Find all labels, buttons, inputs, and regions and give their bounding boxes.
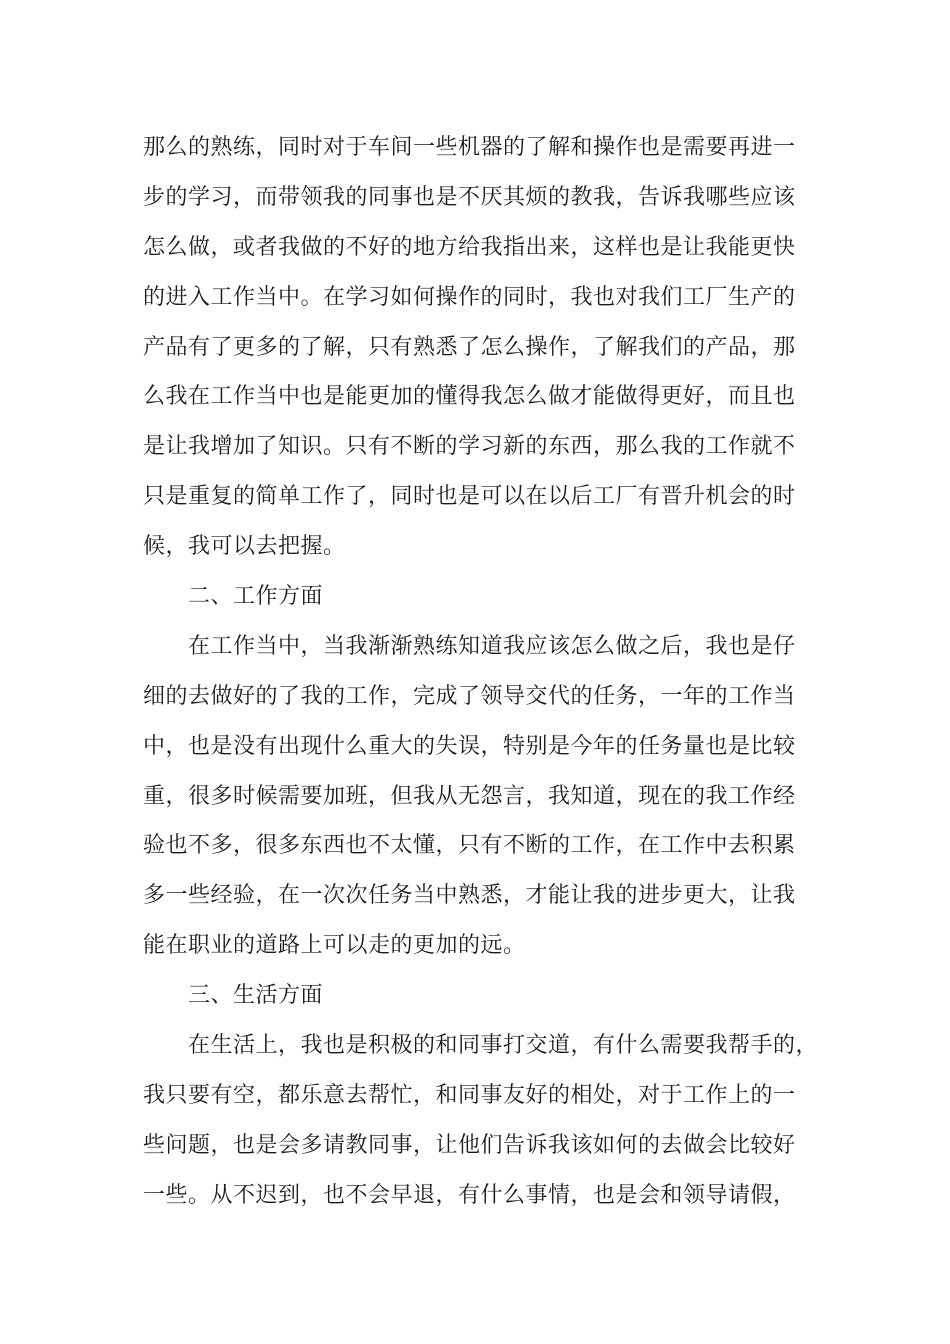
text-line: 是让我增加了知识。只有不断的学习新的东西，那么我的工作就不	[143, 434, 796, 460]
text-line: 么我在工作当中也是能更加的懂得我怎么做才能做得更好，而且也	[143, 384, 796, 410]
section-heading: 三、生活方面	[188, 983, 324, 1009]
text-line: 细的去做好的了我的工作，完成了领导交代的任务，一年的工作当	[143, 683, 796, 709]
paragraph-first-line: 在工作当中，当我渐渐熟练知道我应该怎么做之后，我也是仔	[188, 633, 796, 659]
document-body	[143, 123, 817, 1221]
text-line: 步的学习，而带领我的同事也是不厌其烦的教我，告诉我哪些应该	[143, 184, 796, 210]
text-line: 产品有了更多的了解，只有熟悉了怎么操作，了解我们的产品，那	[143, 334, 796, 360]
text-line: 中，也是没有出现什么重大的失误，特别是今年的任务量也是比较	[143, 733, 796, 759]
text-line: 一些。从不迟到，也不会早退，有什么事情，也是会和领导请假，	[143, 1182, 796, 1208]
paragraph-first-line: 在生活上，我也是积极的和同事打交道，有什么需要我帮手的，	[188, 1033, 819, 1059]
text-line: 验也不多，很多东西也不太懂，只有不断的工作，在工作中去积累	[143, 833, 796, 859]
text-line: 候，我可以去把握。	[143, 534, 346, 560]
text-line: 怎么做，或者我做的不好的地方给我指出来，这样也是让我能更快	[143, 234, 796, 260]
text-line: 能在职业的道路上可以走的更加的远。	[143, 933, 526, 959]
text-line: 我只要有空，都乐意去帮忙，和同事友好的相处，对于工作上的一	[143, 1082, 796, 1108]
section-heading: 二、工作方面	[188, 584, 324, 610]
text-line: 些问题，也是会多请教同事，让他们告诉我该如何的去做会比较好	[143, 1132, 796, 1158]
text-line: 的进入工作当中。在学习如何操作的同时，我也对我们工厂生产的	[143, 284, 796, 310]
text-line: 多一些经验，在一次次任务当中熟悉，才能让我的进步更大，让我	[143, 883, 796, 909]
text-line: 重，很多时候需要加班，但我从无怨言，我知道，现在的我工作经	[143, 783, 796, 809]
text-line: 那么的熟练，同时对于车间一些机器的了解和操作也是需要再进一	[143, 135, 796, 160]
text-line: 只是重复的简单工作了，同时也是可以在以后工厂有晋升机会的时	[143, 484, 796, 510]
